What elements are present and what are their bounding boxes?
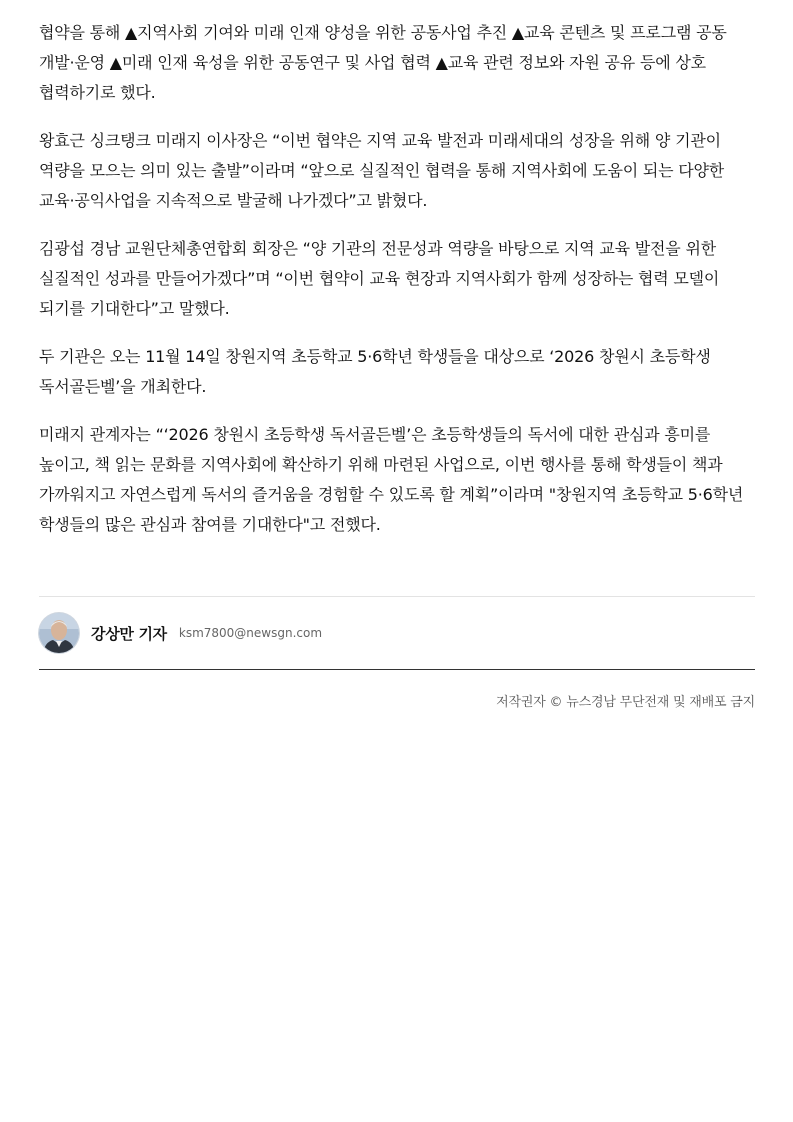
- reporter-avatar[interactable]: [39, 613, 79, 653]
- article-paragraph-5: 미래지 관계자는 “‘2026 창원시 초등학생 독서골든벨’은 초등학생들의 독서에 대한 관심과 흥미를 높이고, 책 읽는 문화를 지역사회에 확산하기 위해 마련된 사업으로, 이번 행사를 통해 학생들이 책과 가까워지고 자연스럽게 독서의 즐거움을 경험할 수 있도록 할 계획”이라며 "창원지역 초등학교 5·6학년 학생들의 많은 관심과 참여를 기대한다"고 전했다.: [39, 425, 744, 534]
- reporter-email[interactable]: ksm7800@newsgn.com: [178, 626, 323, 640]
- byline-top-divider: [39, 596, 755, 597]
- article-paragraph-3: 김광섭 경남 교원단체총연합회 회장은 “양 기관의 전문성과 역량을 바탕으로 지역 교육 발전을 위한 실질적인 성과를 만들어가겠다”며 “이번 협약이 교육 현장과 지역사회가 함께 성장하는 협력 모델이 되기를 기대한다”고 말했다.: [39, 239, 720, 318]
- byline-bottom-divider: [39, 669, 755, 670]
- reporter-name[interactable]: 강상만 기자: [91, 624, 167, 643]
- reporter-photo-icon: [39, 613, 79, 653]
- copyright-notice: 저작권자 © 뉴스경남 무단전재 및 재배포 금지: [496, 695, 755, 710]
- article-paragraph-2: 왕효근 싱크탱크 미래지 이사장은 “이번 협약은 지역 교육 발전과 미래세대의 성장을 위해 양 기관이 역량을 모으는 의미 있는 출발”이라며 “앞으로 실질적인 협력을 통해 지역사회에 도움이 되는 다양한 교육·공익사업을 지속적으로 발굴해 나가겠다”고 밝혔다.: [39, 131, 725, 210]
- article-paragraph-4: 두 기관은 오는 11월 14일 창원지역 초등학교 5·6학년 학생들을 대상으로 ‘2026 창원시 초등학생 독서골든벨’을 개최한다.: [39, 347, 711, 396]
- article-body: [39, 18, 755, 558]
- article-paragraph-1: 협약을 통해 ▲지역사회 기여와 미래 인재 양성을 위한 공동사업 추진 ▲교육 콘텐츠 및 프로그램 공동 개발·운영 ▲미래 인재 육성을 위한 공동연구 및 사업 협력 ▲교육 관련 정보와 자원 공유 등에 상호 협력하기로 했다.: [39, 23, 727, 102]
- reporter-byline: [39, 612, 755, 654]
